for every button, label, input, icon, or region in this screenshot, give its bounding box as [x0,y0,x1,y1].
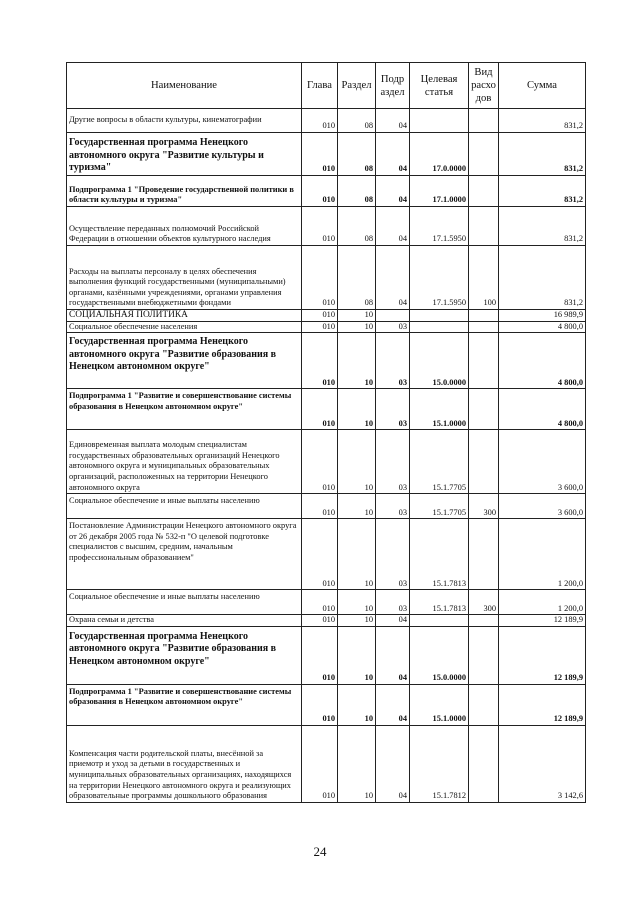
header-razdel: Раздел [338,63,376,109]
header-name: Наименование [67,63,302,109]
row-podrazdel: 03 [376,590,410,615]
row-vid: 300 [469,494,499,519]
row-podrazdel: 03 [376,430,410,494]
row-glava: 010 [302,519,338,590]
row-podrazdel: 04 [376,725,410,802]
row-summa: 12 189,9 [499,684,586,725]
row-name: СОЦИАЛЬНАЯ ПОЛИТИКА [67,310,302,322]
row-podrazdel: 03 [376,494,410,519]
row-glava: 010 [302,615,338,627]
row-vid [469,333,499,389]
row-vid [469,725,499,802]
header-celevaya: Целевая статья [410,63,469,109]
table-header-row [67,63,586,109]
table-row [67,109,586,133]
header-podrazdel: Подр аздел [376,63,410,109]
row-razdel: 10 [338,590,376,615]
row-celevaya: 17.1.5950 [410,207,469,246]
row-podrazdel: 04 [376,109,410,133]
row-glava: 010 [302,684,338,725]
row-glava: 010 [302,246,338,310]
row-glava: 010 [302,626,338,684]
table-row [67,430,586,494]
header-summa: Сумма [499,63,586,109]
row-razdel: 10 [338,321,376,333]
table-row [67,590,586,615]
row-celevaya: 15.1.7813 [410,519,469,590]
row-celevaya: 15.1.7705 [410,494,469,519]
table-row [67,725,586,802]
row-razdel: 10 [338,430,376,494]
row-podrazdel: 04 [376,133,410,176]
row-podrazdel: 04 [376,626,410,684]
row-razdel: 10 [338,615,376,627]
table-row [67,321,586,333]
table-row [67,133,586,176]
row-summa: 831,2 [499,109,586,133]
row-name: Расходы на выплаты персоналу в целях обеспечения выполнения функций государственными (муниципальными) органами, казёнными учреждениями, органами управления государственными внебюджетными фондами [67,246,302,310]
row-vid [469,109,499,133]
row-vid [469,207,499,246]
row-glava: 010 [302,333,338,389]
row-vid [469,615,499,627]
row-razdel: 10 [338,519,376,590]
table-row [67,615,586,627]
row-podrazdel: 03 [376,321,410,333]
row-razdel: 10 [338,494,376,519]
row-podrazdel: 04 [376,684,410,725]
row-podrazdel: 03 [376,519,410,590]
row-podrazdel: 04 [376,246,410,310]
row-name: Социальное обеспечение и иные выплаты населению [67,590,302,615]
row-summa: 16 989,9 [499,310,586,322]
row-glava: 010 [302,389,338,430]
header-vid: Вид расхо дов [469,63,499,109]
row-vid [469,519,499,590]
row-vid: 300 [469,590,499,615]
row-razdel: 08 [338,246,376,310]
row-name: Государственная программа Ненецкого автономного округа "Развитие культуры и туризма" [67,133,302,176]
row-celevaya: 17.1.5950 [410,246,469,310]
row-glava: 010 [302,310,338,322]
row-summa: 4 800,0 [499,321,586,333]
row-razdel: 10 [338,684,376,725]
table-row [67,310,586,322]
row-celevaya: 17.1.0000 [410,176,469,207]
row-glava: 010 [302,109,338,133]
row-celevaya [410,615,469,627]
row-name: Социальное обеспечение населения [67,321,302,333]
row-name: Подпрограмма 1 "Развитие и совершенствование системы образования в Ненецком автономном округе" [67,684,302,725]
table-row [67,333,586,389]
row-glava: 010 [302,725,338,802]
row-summa: 831,2 [499,207,586,246]
row-razdel: 10 [338,626,376,684]
row-razdel: 10 [338,310,376,322]
row-name: Государственная программа Ненецкого автономного округа "Развитие образования в Ненецком автономном округе" [67,333,302,389]
row-vid [469,176,499,207]
row-glava: 010 [302,207,338,246]
row-name: Государственная программа Ненецкого автономного округа "Развитие образования в Ненецком автономном округе" [67,626,302,684]
row-celevaya: 15.0.0000 [410,626,469,684]
row-summa: 12 189,9 [499,615,586,627]
row-celevaya [410,310,469,322]
row-celevaya: 15.1.0000 [410,684,469,725]
row-name: Осуществление переданных полномочий Российской Федерации в отношении объектов культурного наследия [67,207,302,246]
budget-table [66,62,586,803]
row-glava: 010 [302,321,338,333]
row-razdel: 08 [338,109,376,133]
row-glava: 010 [302,133,338,176]
row-razdel: 08 [338,133,376,176]
row-name: Другие вопросы в области культуры, кинематографии [67,109,302,133]
row-summa: 4 800,0 [499,389,586,430]
row-vid: 100 [469,246,499,310]
row-glava: 010 [302,176,338,207]
row-celevaya: 15.1.7813 [410,590,469,615]
row-vid [469,133,499,176]
row-vid [469,684,499,725]
row-name: Единовременная выплата молодым специалистам государственных образовательных организаций Ненецкого автономного округа и муниципальных образовательных организаций, расположенных на территории Ненецкого автономного округа [67,430,302,494]
header-glava: Глава [302,63,338,109]
row-vid [469,626,499,684]
row-podrazdel [376,310,410,322]
row-podrazdel: 03 [376,333,410,389]
row-celevaya [410,321,469,333]
row-name: Социальное обеспечение и иные выплаты населению [67,494,302,519]
row-vid [469,310,499,322]
row-summa: 831,2 [499,133,586,176]
row-name: Подпрограмма 1 "Развитие и совершенствование системы образования в Ненецком автономном округе" [67,389,302,430]
row-razdel: 10 [338,725,376,802]
row-summa: 1 200,0 [499,590,586,615]
row-summa: 3 600,0 [499,430,586,494]
row-podrazdel: 04 [376,176,410,207]
page-number: 24 [313,844,327,859]
table-row [67,389,586,430]
row-celevaya: 17.0.0000 [410,133,469,176]
table-row [67,176,586,207]
row-celevaya: 15.1.7705 [410,430,469,494]
row-razdel: 08 [338,176,376,207]
row-podrazdel: 03 [376,389,410,430]
row-razdel: 10 [338,333,376,389]
row-celevaya: 15.1.0000 [410,389,469,430]
row-name: Постановление Администрации Ненецкого автономного округа от 26 декабря 2005 года № 532-п "О целевой подготовке специалистов с высшим, средним, начальным профессиональным образованием" [67,519,302,590]
row-summa: 4 800,0 [499,333,586,389]
table-row [67,494,586,519]
row-podrazdel: 04 [376,615,410,627]
row-summa: 12 189,9 [499,626,586,684]
row-name: Подпрограмма 1 "Проведение государственной политики в области культуры и туризма" [67,176,302,207]
row-celevaya [410,109,469,133]
row-celevaya: 15.0.0000 [410,333,469,389]
row-vid [469,321,499,333]
row-name: Охрана семьи и детства [67,615,302,627]
row-razdel: 08 [338,207,376,246]
row-razdel: 10 [338,389,376,430]
row-celevaya: 15.1.7812 [410,725,469,802]
row-glava: 010 [302,494,338,519]
row-summa: 831,2 [499,176,586,207]
row-vid [469,389,499,430]
row-glava: 010 [302,430,338,494]
table-row [67,626,586,684]
row-summa: 831,2 [499,246,586,310]
row-vid [469,430,499,494]
row-glava: 010 [302,590,338,615]
table-row [67,207,586,246]
table-row [67,684,586,725]
row-name: Компенсация части родительской платы, внесённой за приемотр и уход за детьми в государственных и муниципальных образовательных организациях, находящихся на территории Ненецкого автономного округа и реализующих образовательные программы дошкольного образования [67,725,302,802]
table-row [67,246,586,310]
row-summa: 3 600,0 [499,494,586,519]
row-summa: 3 142,6 [499,725,586,802]
row-podrazdel: 04 [376,207,410,246]
row-summa: 1 200,0 [499,519,586,590]
table-row [67,519,586,590]
